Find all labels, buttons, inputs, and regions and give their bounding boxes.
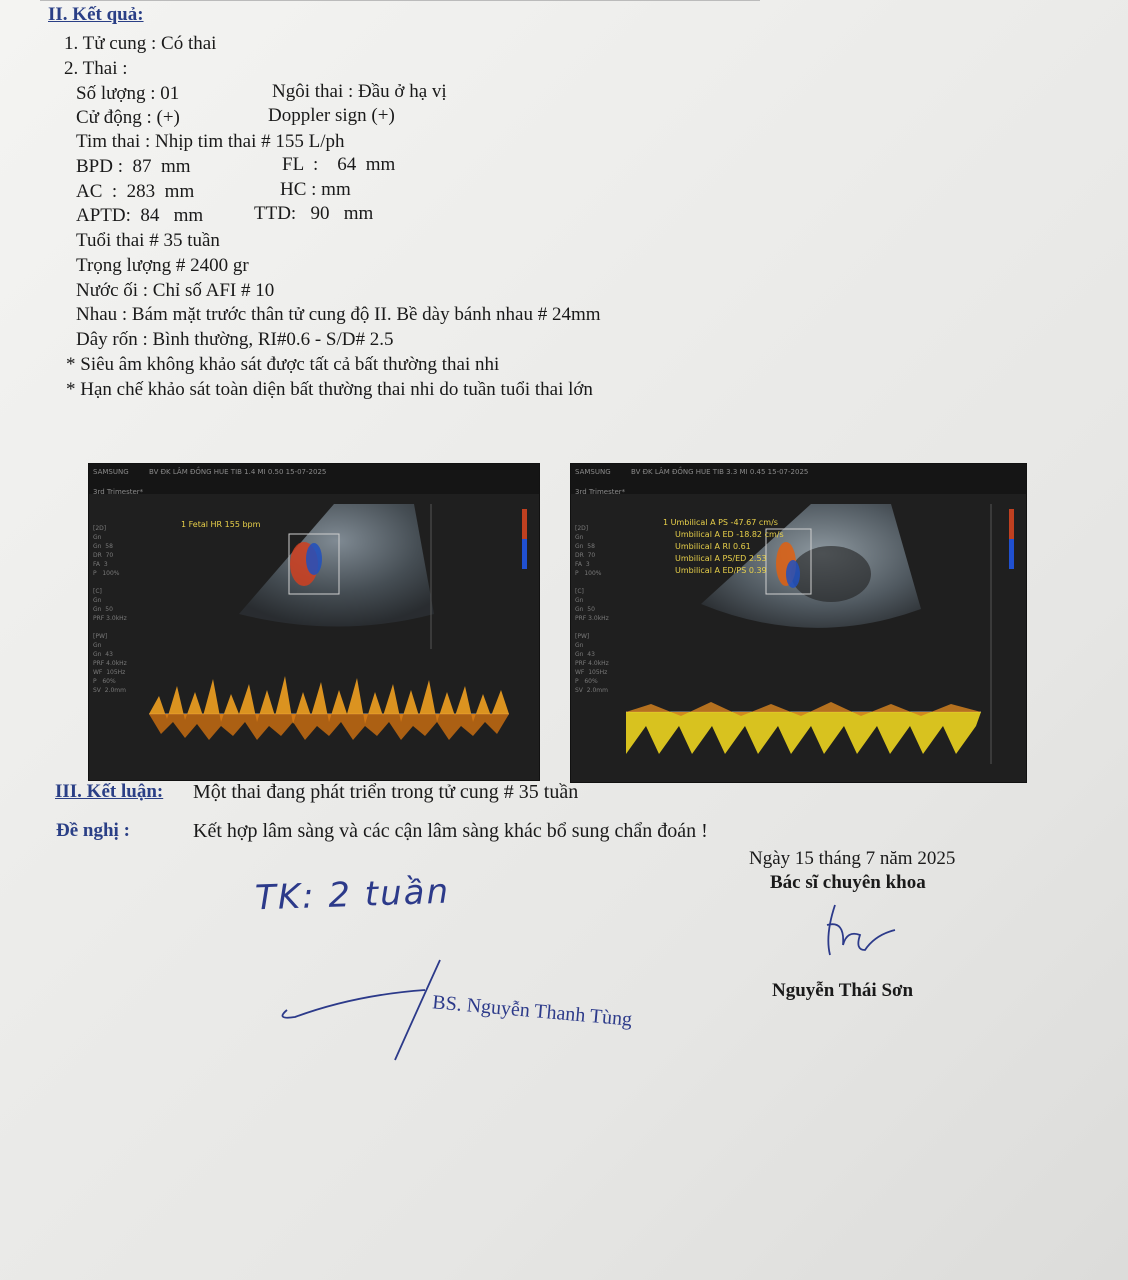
uterus-line: 1. Tử cung : Có thai bbox=[64, 33, 217, 54]
fl-value: FL : 64 mm bbox=[282, 154, 396, 175]
ultrasound-header-text: BV ĐK LÂM ĐỒNG HUE TIB 3.3 MI 0.45 15-07-2025 bbox=[631, 468, 809, 476]
doctor-name: Nguyễn Thái Sơn bbox=[772, 980, 914, 1001]
fetal-hr-label: 1 Fetal HR 155 bpm bbox=[181, 520, 261, 529]
umbilical-ed-label: Umbilical A ED -18.82 cm/s bbox=[675, 530, 784, 539]
second-signature bbox=[275, 955, 455, 1065]
umbilical-psed-label: Umbilical A PS/ED 2.53 bbox=[675, 554, 767, 563]
aptd-value: APTD: 84 mm bbox=[76, 205, 204, 226]
placenta: Nhau : Bám mặt trước thân tử cung độ II. Bề dày bánh nhau # 24mm bbox=[76, 304, 601, 325]
results-heading: II. Kết quả: bbox=[48, 4, 144, 25]
gestational-age: Tuổi thai # 35 tuần bbox=[76, 230, 220, 251]
doppler-sign: Doppler sign (+) bbox=[268, 105, 395, 126]
heart-rate: Tim thai : Nhịp tim thai # 155 L/ph bbox=[76, 131, 345, 152]
note-1: * Siêu âm không khảo sát được tất cả bất thường thai nhi bbox=[66, 354, 500, 375]
conclusion-text: Một thai đang phát triển trong tử cung # 35 tuần bbox=[193, 781, 579, 803]
umbilical-cord: Dây rốn : Bình thường, RI#0.6 - S/D# 2.5 bbox=[76, 329, 394, 350]
conclusion-heading: III. Kết luận: bbox=[55, 781, 164, 802]
ultrasound-header-text: BV ĐK LÂM ĐỒNG HUE TIB 1.4 MI 0.50 15-07-2025 bbox=[149, 468, 327, 476]
ultrasound-graphics bbox=[89, 464, 539, 780]
ultrasound-preset: 3rd Trimester* bbox=[93, 488, 144, 496]
fetal-weight: Trọng lượng # 2400 gr bbox=[76, 255, 249, 276]
note-2: * Hạn chế khảo sát toàn diện bất thường thai nhi do tuần tuổi thai lớn bbox=[66, 379, 593, 400]
fetal-presentation: Ngôi thai : Đầu ở hạ vị bbox=[272, 81, 447, 102]
umbilical-ps-label: 1 Umbilical A PS -47.67 cm/s bbox=[663, 518, 778, 527]
stamp-name: BS. Nguyễn Thanh Tùng bbox=[431, 991, 633, 1031]
bpd-value: BPD : 87 mm bbox=[76, 156, 191, 177]
fetal-movement: Cử động : (+) bbox=[76, 107, 180, 128]
amniotic-fluid: Nước ối : Chỉ số AFI # 10 bbox=[76, 280, 275, 301]
ultrasound-brand: SAMSUNG bbox=[93, 468, 129, 476]
recommendation-text: Kết hợp lâm sàng và các cận lâm sàng khác bổ sung chẩn đoán ! bbox=[193, 820, 708, 842]
report-date: Ngày 15 tháng 7 năm 2025 bbox=[749, 848, 956, 869]
ultrasound-brand: SAMSUNG bbox=[575, 468, 611, 476]
ultrasound-settings: [2D] Gn Gn 58 DR 70 FA 3 P 100% [C] Gn Gn 50 PRF 3.0kHz [PW] Gn Gn 43 PRF 4.0kHz WF 105Hz P 60% SV 2.0mm bbox=[93, 525, 127, 694]
ultrasound-graphics bbox=[571, 464, 1026, 782]
ultrasound-settings: [2D] Gn Gn 58 DR 70 FA 3 P 100% [C] Gn Gn 50 PRF 3.0kHz [PW] Gn Gn 43 PRF 4.0kHz WF 105Hz P 60% SV 2.0mm bbox=[575, 525, 609, 694]
fetus-heading: 2. Thai : bbox=[64, 58, 128, 79]
umbilical-edps-label: Umbilical A ED/PS 0.39 bbox=[675, 566, 767, 575]
ultrasound-preset: 3rd Trimester* bbox=[575, 488, 626, 496]
page-top-edge bbox=[40, 0, 760, 1]
recommendation-heading: Đề nghị : bbox=[56, 820, 130, 841]
ultrasound-image-left bbox=[88, 463, 540, 781]
ac-value: AC : 283 mm bbox=[76, 181, 195, 202]
fetus-count: Số lượng : 01 bbox=[76, 83, 180, 104]
ttd-value: TTD: 90 mm bbox=[254, 203, 374, 224]
handwritten-note: TK: 2 tuần bbox=[254, 871, 451, 919]
umbilical-ri-label: Umbilical A RI 0.61 bbox=[675, 542, 751, 551]
ultrasound-image-right bbox=[570, 463, 1027, 783]
doctor-title: Bác sĩ chuyên khoa bbox=[770, 872, 926, 893]
hc-value: HC : mm bbox=[280, 179, 351, 200]
doctor-signature bbox=[815, 895, 905, 975]
